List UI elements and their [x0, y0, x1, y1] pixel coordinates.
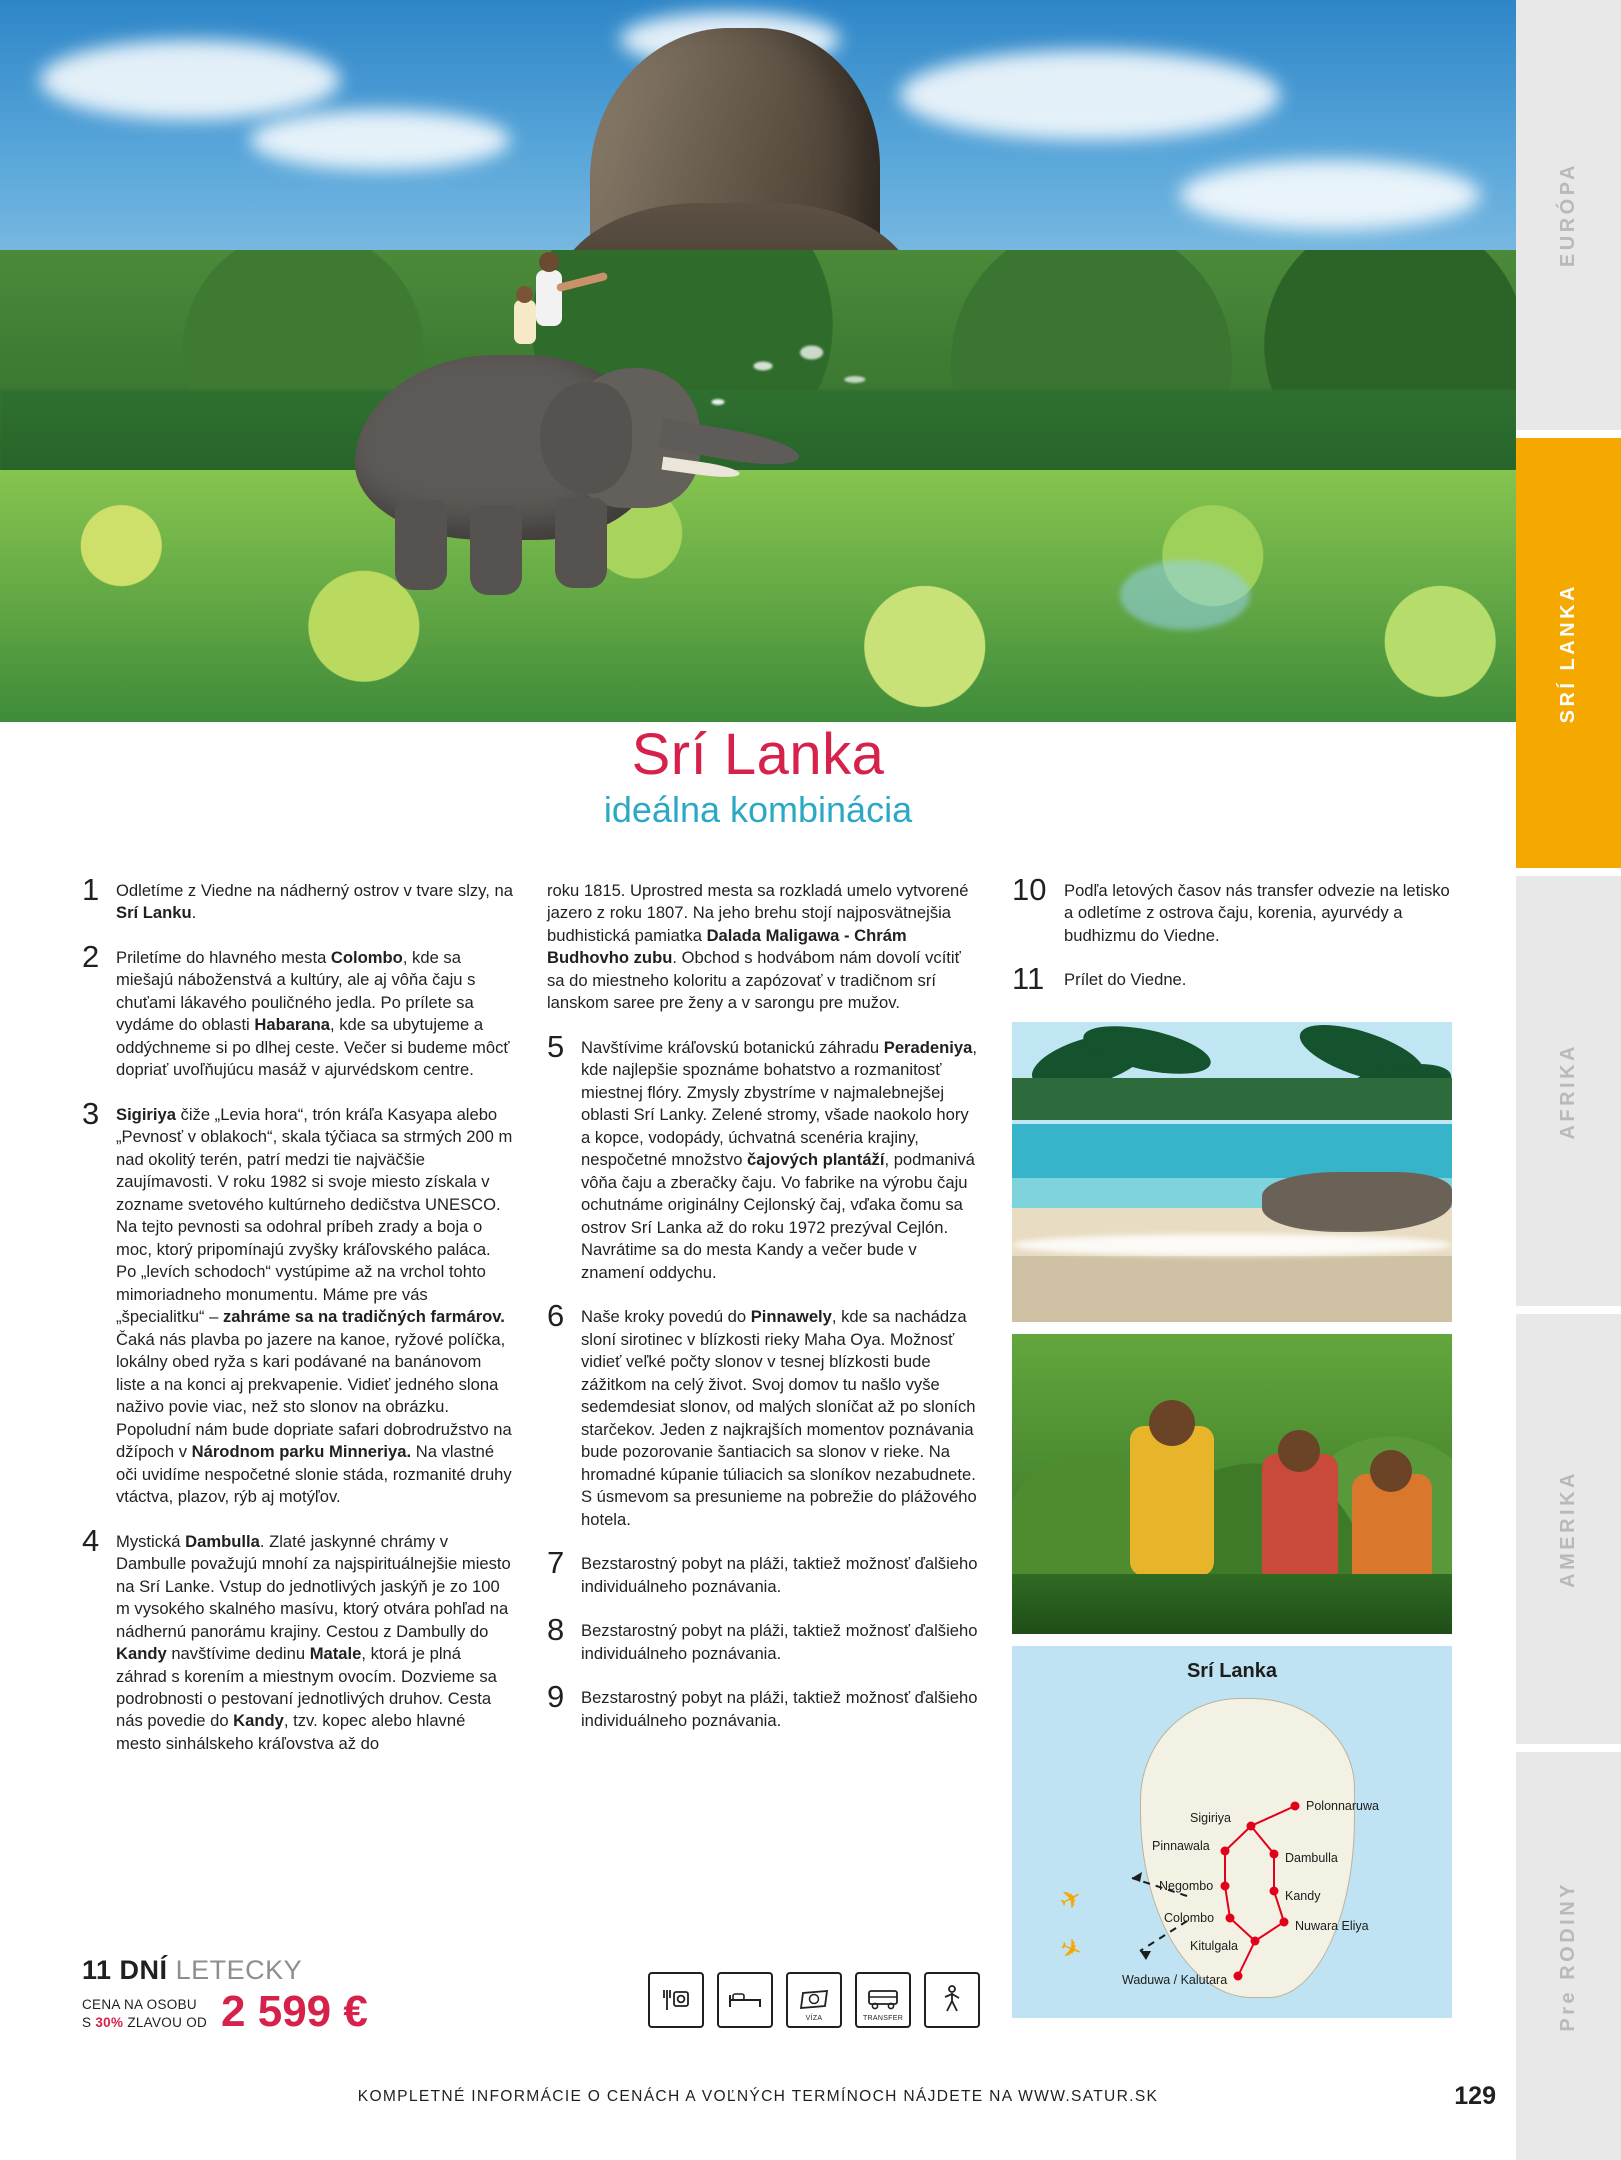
page-title-block	[0, 722, 1516, 830]
rocks	[1262, 1172, 1452, 1232]
itinerary-continuation	[547, 880, 978, 1015]
itinerary-columns	[82, 872, 1452, 2018]
sidebar-item-sri-lanka[interactable]	[1516, 438, 1621, 868]
rail-tab-label: SRÍ LANKA	[1557, 582, 1579, 724]
itinerary-day-number: 2	[82, 938, 100, 974]
price-label-suffix: ZLAVOU OD	[123, 2014, 208, 2030]
sidebar-item-pre-rodiny[interactable]	[1516, 1752, 1621, 2160]
tea-picker-head	[1149, 1400, 1195, 1446]
elephant-ear	[540, 382, 632, 494]
price-row	[82, 1987, 602, 2036]
itinerary-item	[1012, 961, 1452, 997]
price-block	[82, 1955, 602, 2036]
meals-icon	[648, 1972, 704, 2028]
itinerary-day-text: Podľa letových časov nás transfer odvezie na letisko a odletíme z ostrova čaju, korenia, ayurvédy a budhizmu do Viedne.	[1064, 881, 1450, 945]
rider-head	[539, 252, 559, 272]
itinerary-day-text: Prílet do Viedne.	[1064, 970, 1187, 990]
sidebar-item-afrika[interactable]	[1516, 876, 1621, 1306]
itinerary-day-number: 3	[82, 1095, 100, 1131]
page-number: 129	[1454, 2082, 1496, 2110]
itinerary-day-number: 7	[547, 1545, 565, 1581]
rail-tab-label: AFRIKA	[1557, 1042, 1579, 1140]
itinerary-day-text: Bezstarostný pobyt na pláži, taktiež možnosť ďalšieho individuálneho poznávania.	[581, 1621, 978, 1663]
plane-icon: ✈	[1055, 1930, 1087, 1967]
water-spray	[700, 330, 880, 420]
route-map	[1012, 1646, 1452, 2018]
itinerary-day-number: 11	[1012, 961, 1045, 997]
cloud	[40, 40, 340, 120]
itinerary-day-number: 5	[547, 1028, 565, 1064]
map-dot-polonnaruwa[interactable]	[1291, 1801, 1300, 1810]
tea-pickers-photo	[1012, 1334, 1452, 1634]
itinerary-item	[1012, 872, 1452, 947]
elephant-leg	[555, 498, 607, 588]
itinerary-day-text: Priletíme do hlavného mesta Colombo, kde sa miešajú náboženstvá a kultúry, ale aj vôňa čaju s chuťami lákavého pouličného jedla. Po prílete sa vydáme do oblasti Habarana, kde sa ubytujeme a oddýchneme si po dlhej ceste. Večer si budeme môcť dopriať uvoľňujúcu masáž v ajurvédskom centre.	[116, 947, 510, 1080]
map-label-colombo: Colombo	[1164, 1910, 1215, 1925]
duration-mode: LETECKY	[175, 1955, 303, 1985]
sidebar-item-amerika[interactable]	[1516, 1314, 1621, 1744]
itinerary-item	[82, 1522, 513, 1756]
map-title: Srí Lanka	[1186, 1659, 1278, 1682]
map-dot-colombo[interactable]	[1226, 1913, 1235, 1922]
bus-glyph	[866, 1989, 900, 2011]
itinerary-day-text: Odletíme z Viedne na nádherný ostrov v tvare slzy, na Srí Lanku.	[116, 881, 513, 923]
bed-glyph	[728, 1989, 762, 2011]
cloud	[1180, 160, 1480, 230]
elephant-leg	[395, 500, 447, 590]
itinerary-column-2	[547, 880, 978, 2018]
visa-icon	[786, 1972, 842, 2028]
map-dot-dambulla[interactable]	[1270, 1849, 1279, 1858]
itinerary-day-number: 9	[547, 1679, 565, 1715]
tea-picker-head	[1278, 1430, 1320, 1472]
map-label-waduwa-kalutara: Waduwa / Kalutara	[1122, 1972, 1228, 1987]
itinerary-day-text: Naše kroky povedú do Pinnawely, kde sa nachádza sloní sirotinec v blízkosti rieky Maha Oya. Možnosť vidieť veľké počty slonov v tesnej blízkosti bude zážitkom na celý život. Svoj domov tu našlo vyše sedemdesiat slonov, od malých sloníčat až po sloních starčekov. Jeden z najkrajších momentov poznávania bude pozorovanie šantiacich sa slonov v rieke. Na hromadné kúpanie túliacich sa sloníkov nezabudnete. S úsmevom sa presunieme na pobrežie do plážového hotela.	[581, 1307, 977, 1529]
itinerary-item	[82, 872, 513, 925]
map-dot-kandy[interactable]	[1270, 1886, 1279, 1895]
price-label-line2	[82, 2014, 207, 2032]
visa-glyph	[797, 1987, 831, 2013]
shoreline-vegetation	[1012, 1078, 1452, 1120]
tea-picker	[1262, 1454, 1338, 1584]
lotus-field	[0, 470, 1516, 722]
map-label-negombo: Negombo	[1159, 1878, 1214, 1893]
itinerary-day-text: Bezstarostný pobyt na pláži, taktiež možnosť ďalšieho individuálneho poznávania.	[581, 1554, 978, 1596]
itinerary-day-text: Sigiriya čiže „Levia hora“, trón kráľa Kasyapa alebo „Pevnosť v oblakoch“, skala týčiaca sa strmých 200 m nad okolitý terén, patrí medzi tie najväčšie zaujímavosti. V roku 1982 si svoje miesto získala v zozname svetového kultúrneho dedičstva UNESCO. Na tejto pevnosti sa odohral príbeh zrady a boja o moc, ktorý pripomínajú zvyšky kráľovského paláca. Po „levích schodoch“ vystúpime až na vrchol tohto mimoriadneho monumentu. Máme pre vás „špecialitku“ – zahráme sa na tradičných farmárov. Čaká nás plavba po jazere na kanoe, ryžové políčka, lokálny obed ryža s kari podávané na banánovom liste a na konci aj prekvapenie. Vidieť jedného slona naživo povie viac, než sto slonov na obrázku. Popoludní nám bude dopriate safari dobrodružstvo na džípoch v Národnom parku Minneriya. Na vlastné oči uvidíme nespočetné slonie stáda, rozmanité druhy vtáctva, plazov, rýb aj motýľov.	[116, 1104, 513, 1507]
plane-icon: ✈	[1053, 1880, 1088, 1918]
map-dot-sigiriya[interactable]	[1247, 1821, 1256, 1830]
meals-glyph	[661, 1988, 691, 2012]
cloud	[900, 50, 1280, 140]
itinerary-column-3	[1012, 872, 1452, 2018]
guide-icon	[924, 1972, 980, 2028]
map-label-kandy: Kandy	[1285, 1888, 1321, 1903]
transfer-icon-caption: TRANSFER	[862, 2015, 904, 2022]
map-label-pinnawala: Pinnawala	[1152, 1838, 1210, 1853]
itinerary-column-1	[82, 872, 513, 2018]
section-tab-rail	[1516, 0, 1621, 2160]
itinerary-item	[547, 1612, 978, 1665]
tea-picker-head	[1370, 1450, 1412, 1492]
map-dot-kitulgala[interactable]	[1251, 1936, 1260, 1945]
duration-line	[82, 1955, 602, 1986]
itinerary-day-text: Bezstarostný pobyt na pláži, taktiež možnosť ďalšieho individuálneho poznávania.	[581, 1688, 978, 1730]
elephant-leg	[470, 505, 522, 595]
itinerary-day-text: roku 1815. Uprostred mesta sa rozkladá umelo vytvorené jazero z roku 1807. Na jeho brehu stojí najposvätnejšia budhistická pamiatka Dalada Maligawa - Chrám Budhovho zubu. Obchod s hodvábom nám dovolí vcítiť sa do miestneho koloritu a zapózovať v tradičnom srí lanskom saree pre ženy a v sarongu pre mužov.	[547, 881, 969, 1013]
price-label	[82, 1996, 207, 2032]
map-label-dambulla: Dambulla	[1285, 1850, 1338, 1865]
itinerary-day-number: 8	[547, 1612, 565, 1648]
rider-body	[536, 270, 562, 326]
itinerary-item	[82, 1095, 513, 1509]
beach-photo	[1012, 1022, 1452, 1322]
map-dot-waduwa-kalutara[interactable]	[1234, 1971, 1243, 1980]
map-dot-pinnawala[interactable]	[1221, 1846, 1230, 1855]
map-label-kitulgala: Kitulgala	[1190, 1938, 1238, 1953]
map-label-sigiriya: Sigiriya	[1190, 1810, 1231, 1825]
price-label-prefix: S	[82, 2014, 96, 2030]
surf-line	[1012, 1234, 1452, 1256]
child-head	[516, 286, 533, 303]
itinerary-item	[82, 938, 513, 1082]
itinerary-day-text: Mystická Dambulla. Zlaté jaskynné chrámy v Dambulle považujú mnohí za najspirituálnejšie miesto na Srí Lanke. Vstup do jednotlivých jaskýň je zo 100 m vysokého skalného masívu, ktorý otvára pohľad na nádhernú panorámu krajiny. Cestou z Dambully do Kandy navštívime dedinu Matale, ktorá je plná záhrad s korením a miestnym ovocím. Dozvieme sa podrobnosti o pestovaní jednotlivých druhov. Cesta nás povedie do Kandy, tzv. kopec alebo hlavné mesto sinhálskeho kráľovstva až do	[116, 1531, 511, 1753]
itinerary-day-number: 6	[547, 1298, 565, 1334]
price-label-line1: CENA NA OSOBU	[82, 1996, 197, 2012]
included-services-icons	[648, 1972, 980, 2028]
child-body	[514, 300, 536, 344]
tea-picker	[1130, 1426, 1214, 1576]
itinerary-day-text: Navštívime kráľovskú botanickú záhradu Peradeniya, kde najlepšie spoznáme bohatstvo a rozmanitosť miestnej flóry. Zmysly zbystríme v najmalebnejšej oblasti Srí Lanky. Zelené stromy, všade naokolo hory a kopce, vodopády, úchvatná scenéria krajiny, nespočetné množstvo čajových plantáží, podmanivá vôňa čaju a zberačky čaju. Vo fabrike na výrobu čaju ochutnáme originálny Cejlonský čaj, vďaka čomu sa ostrov Srí Lanka až do roku 1972 prezýval Cejlón. Navrátime sa do mesta Kandy a večer bude v znamení oddychu.	[581, 1037, 977, 1282]
map-label-polonnaruwa: Polonnaruwa	[1306, 1798, 1379, 1813]
rail-tab-label: Pre RODINY	[1557, 1880, 1579, 2032]
page-title: Srí Lanka	[631, 722, 885, 787]
sidebar-item-europa[interactable]	[1516, 0, 1621, 430]
duration-days: 11 DNÍ	[82, 1955, 168, 1985]
rail-tab-label: EURÓPA	[1557, 162, 1579, 268]
transfer-icon	[855, 1972, 911, 2028]
water-glint	[1120, 560, 1250, 630]
price-value: 2 599 €	[221, 1987, 368, 2036]
itinerary-item	[547, 1679, 978, 1732]
itinerary-day-number: 10	[1012, 872, 1047, 907]
page-subtitle: ideálna kombinácia	[603, 789, 913, 830]
accommodation-icon	[717, 1972, 773, 2028]
cloud	[250, 110, 510, 170]
itinerary-item	[547, 1298, 978, 1531]
map-dot-negombo[interactable]	[1221, 1881, 1230, 1890]
visa-icon-caption: VÍZA	[805, 2015, 823, 2022]
map-label-nuwara-eliya: Nuwara Eliya	[1295, 1918, 1369, 1933]
rail-tab-label: AMERIKA	[1557, 1470, 1579, 1588]
tea-bushes	[1012, 1574, 1452, 1634]
itinerary-day-number: 4	[82, 1522, 100, 1558]
itinerary-item	[547, 1028, 978, 1284]
map-dot-nuwara-eliya[interactable]	[1280, 1917, 1289, 1926]
hero-image	[0, 0, 1516, 722]
footer-note: KOMPLETNÉ INFORMÁCIE O CENÁCH A VOĽNÝCH TERMÍNOCH NÁJDETE NA WWW.SATUR.SK	[357, 2088, 1159, 2105]
itinerary-item	[547, 1545, 978, 1598]
discount-badge: 30%	[95, 2014, 124, 2030]
walking-glyph	[941, 1985, 963, 2015]
itinerary-day-number: 1	[82, 872, 100, 907]
